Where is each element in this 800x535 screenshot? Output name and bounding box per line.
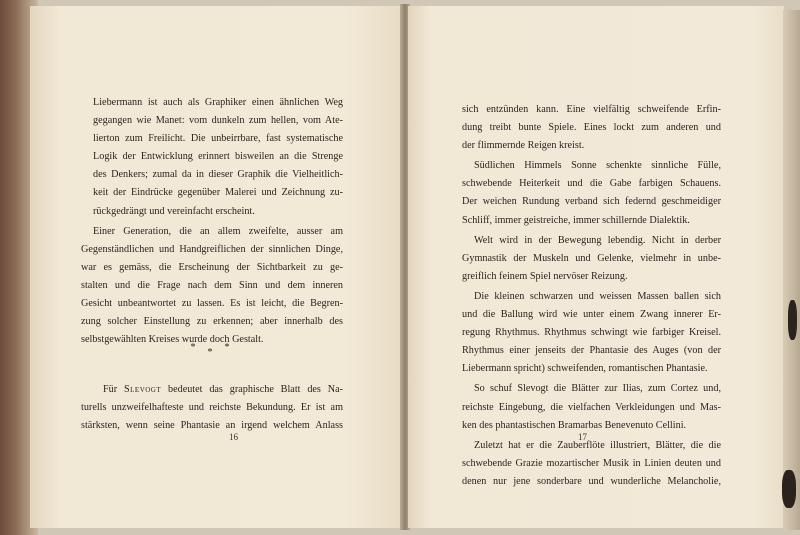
- text-line: sich entzünden kann. Eine vielfältig schweifende Erfin-: [462, 104, 721, 115]
- right-page-body: [462, 6, 721, 491]
- text-line: Einer Generation, die an allem zweifelte, ausser am: [93, 225, 343, 237]
- text-line: Schliff, immer geistreiche, immer schillernde Dialektik.: [462, 214, 690, 226]
- text-line: lierton zum Freilicht. Die unbeirrbare, fast systematische: [93, 133, 343, 145]
- text-fragment: bedeutet das graphische Blatt des Na-: [161, 384, 343, 395]
- text-line: schwebende Grazie mozartischer Musik in Linien deuten und: [462, 457, 721, 469]
- text-line: [81, 381, 343, 399]
- text-line: Gegenständlichen und Handgreiflichen der sinnlichen Dinge,: [81, 243, 343, 255]
- text-line: stalten und die Frage nach dem Sinn und dem inneren: [81, 279, 343, 291]
- text-line: Welt wird in der Bewegung lebendig. Nicht in derber: [474, 234, 721, 246]
- text-line: Gymnastik der Muskeln und Gelenke, vielmehr in unbe-: [462, 252, 721, 264]
- section-divider-asterisks: [30, 342, 402, 358]
- asterisk: *: [190, 342, 208, 353]
- right-page: [408, 6, 784, 528]
- text-line: greiflich feinem Spiel nervöser Reizung.: [462, 270, 628, 282]
- right-paragraph-2: [462, 232, 721, 286]
- text-line: war es gemäss, die Erscheinung der Sichtbarkeit zu ge-: [81, 261, 343, 273]
- text-line: zung solcher Einstellung zu erkennen; aber innerhalb des: [81, 316, 343, 328]
- text-line: keit der Eindrücke gegenüber Malerei und Zeichnung zu-: [93, 187, 343, 199]
- text-line: Liebermann spricht) schweifenden, romantischen Phantasie.: [462, 363, 708, 375]
- text-line: gegangen wie Manet: vom dunkeln zum hellen, vom Ate-: [93, 115, 343, 127]
- right-paragraph-3: [462, 288, 721, 378]
- name-slevogt: Slevogt: [123, 384, 162, 395]
- text-line: Logik der Entwicklung erinnert bisweilen an die Strenge: [93, 151, 343, 163]
- text-line: der flimmernde Reigen kreist.: [462, 140, 585, 152]
- asterisk: *: [224, 342, 242, 353]
- text-line: Liebermann ist auch als Graphiker einen ähnlichen Weg: [93, 97, 343, 108]
- text-line: regung Rhythmus. Rhythmus schwingt wie farbiger Kreisel.: [462, 327, 721, 339]
- text-line: ken des phantastischen Bramarbas Benevenuto Cellini.: [462, 419, 687, 431]
- ink-blot: [788, 300, 797, 340]
- text-line: schwebende Heiterkeit und die Gabe farbigen Schauens.: [462, 178, 721, 190]
- right-paragraph-5: [462, 437, 721, 491]
- text-line: stärksten, wenn seine Phantasie an irgend welchem Anlass: [81, 420, 343, 432]
- text-line: Südlichen Himmels Sonne schenkte sinnliche Fülle,: [474, 160, 721, 172]
- text-line: rückgedrängt und vereinfacht erscheint.: [93, 205, 255, 217]
- text-line: Rhythmus einer jenseits der Phantasie des Auges (von der: [462, 345, 721, 357]
- text-line: Die kleinen schwarzen und weissen Massen ballen sich: [474, 290, 721, 302]
- ink-blot: [782, 470, 796, 508]
- text-line: Der weichen Rundung verband sich federnd geschmeidiger: [462, 196, 721, 208]
- text-line: des Denkers; zumal da in dieser Graphik die Vielheitlich-: [93, 169, 343, 181]
- text-line: So schuf Slevogt die Blätter zur Ilias, zum Cortez und,: [474, 383, 721, 395]
- asterisk: *: [207, 347, 225, 358]
- text-fragment: Für: [103, 384, 124, 395]
- left-page: [30, 6, 402, 528]
- left-page-text: [81, 94, 343, 349]
- page-number: 17: [578, 432, 587, 442]
- text-line: reichste Eingebung, die vielfachen Verkleidungen und Mas-: [462, 401, 721, 413]
- text-line: Zuletzt hat er die Zauberflöte illustriert, Blätter, die die: [474, 439, 721, 451]
- text-line: denen nur jene sonderbare und wunderliche Melancholie,: [462, 475, 721, 487]
- page-number: 16: [229, 432, 238, 442]
- right-paragraph-0: [462, 101, 721, 155]
- left-paragraph-3: [81, 381, 343, 435]
- text-line: turells unzweifelhafteste und reichste Bekundung. Er ist am: [81, 402, 343, 414]
- right-paragraph-4: [462, 380, 721, 434]
- text-line: und die Ballung wird wie unter einem Zwang innerer Er-: [462, 309, 721, 321]
- text-line: dung treibt bunte Spiele. Eines lockt zum anderen und: [462, 122, 721, 134]
- right-paragraph-1: [462, 157, 721, 229]
- text-line: selbstgewählten Kreises wurde doch Gestalt.: [81, 334, 264, 346]
- page-stack-edge: [783, 10, 800, 530]
- left-paragraph-2: [81, 223, 343, 350]
- text-line: Gesicht unbeantwortet zu lassen. Es ist leicht, die Begren-: [81, 298, 343, 310]
- left-paragraph-1: [81, 94, 343, 221]
